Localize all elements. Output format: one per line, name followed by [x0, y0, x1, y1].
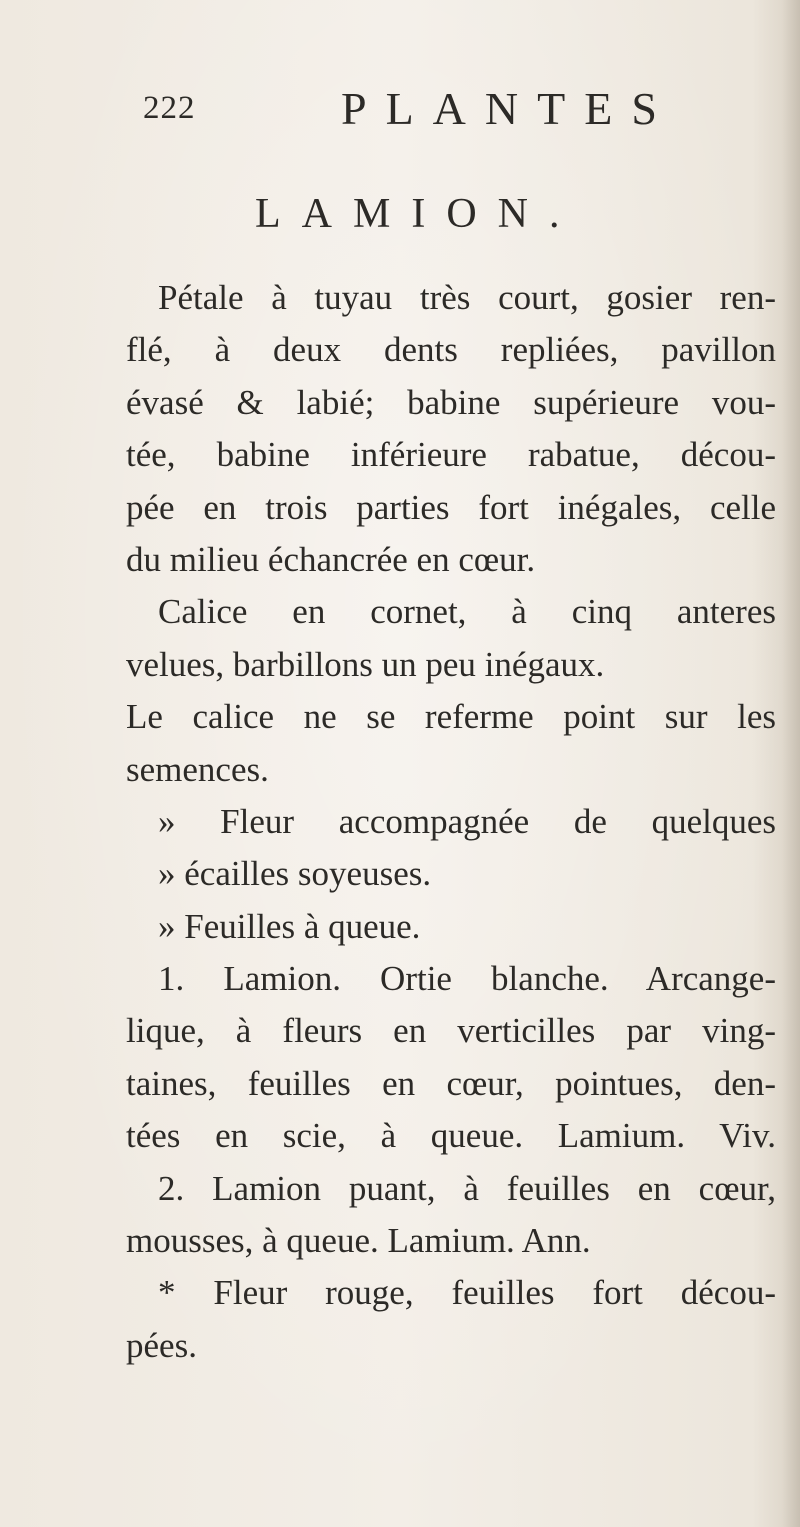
page-edge-shadow [782, 0, 800, 1527]
text-line: » écailles soyeuses. [158, 854, 432, 894]
text-line: mousses, à queue. Lamium. Ann. [126, 1221, 591, 1261]
text-line: 1. Lamion. Ortie blanche. Arcange- [158, 959, 776, 999]
text-line: tées en scie, à queue. Lamium. Viv. [126, 1116, 776, 1156]
text-line: pée en trois parties fort inégales, celle [126, 487, 776, 527]
text-line: » Feuilles à queue. [158, 906, 421, 946]
text-line: velues, barbillons un peu inégaux. [126, 644, 605, 684]
body-text [126, 272, 776, 1372]
text-line: Calice en cornet, à cinq anteres [158, 592, 776, 632]
text-line: évasé & labié; babine supérieure vou- [126, 382, 776, 422]
text-line: Pétale à tuyau très court, gosier ren- [158, 278, 776, 317]
page-header [143, 82, 676, 134]
text-line: du milieu échancrée en cœur. [126, 539, 536, 579]
running-head: PLANTES [341, 83, 676, 134]
text-line: taines, feuilles en cœur, pointues, den- [126, 1063, 776, 1103]
text-line: pées. [126, 1325, 197, 1365]
section-title: LAMION. [255, 191, 581, 237]
text-line: * Fleur rouge, feuilles fort décou- [158, 1273, 776, 1313]
page-number: 222 [143, 90, 196, 126]
text-line: 2. Lamion puant, à feuilles en cœur, [158, 1168, 776, 1208]
text-line: semences. [126, 749, 269, 789]
text-line: flé, à deux dents repliées, pavillon [126, 330, 776, 370]
text-line: lique, à fleurs en verticilles par ving- [126, 1011, 776, 1051]
text-line: Le calice ne se referme point sur les [126, 697, 776, 737]
text-line: tée, babine inférieure rabatue, décou- [126, 435, 776, 475]
text-line: » Fleur accompagnée de quelques [158, 801, 776, 841]
